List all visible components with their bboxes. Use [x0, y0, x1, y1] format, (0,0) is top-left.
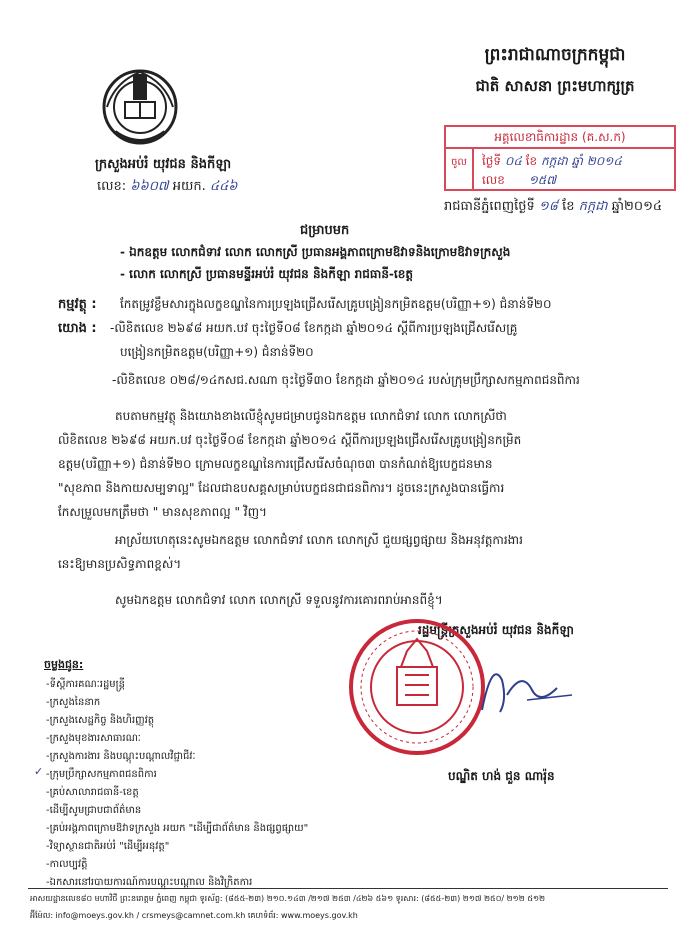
registration-date: [482, 153, 622, 171]
cc-item-6: -ក្រុមប្រឹក្សាសកម្មភាពជនពិការ: [46, 769, 157, 780]
paragraph-1-line-3: ឧត្តម(បរិញ្ញា+១) ជំនាន់ទី២០ ក្រោមលក្ខខណ្ឌនៃការជ្រើសរើសចំណុច៣ បានកំណត់ឱ្យបេក្ខជនមាន: [58, 457, 493, 471]
registration-number: [482, 172, 556, 190]
sent-to-heading: ជម្រាបមក: [300, 223, 350, 238]
paragraph-1-line-4: "សុខភាព និងកាយសម្បទាល្អ" ដែលជាឧបសគ្គសម្រាប់បេក្ខជនជាជនពិការ។ ដូចនេះក្រសួងបានធ្វើការ: [58, 481, 505, 495]
reg-day: ០៤: [504, 154, 522, 168]
footer-address: អាសយដ្ឋានលេខ៨០ មហាវិថី ព្រះនរោត្តម ភ្នំពេញ កម្ពុជា ទូរស័ព្ទ: (៨៥៥-២៣) ២១០.១៤៣ /២១៧ ២៥៣ /៤២៦ ៥៦១ ទូរសារ: (៨៥៥-២៣) ២១៧ ២៥០/ ២១២ ៥១២: [30, 894, 546, 903]
national-motto: ជាតិ សាសនា ព្រះមហាក្សត្រ: [475, 77, 635, 95]
paragraph-1-line-1: តបតាមកម្មវត្ថុ និងយោងខាងលើខ្ញុំសូមជម្រាបជូនឯកឧត្តម លោកជំទាវ លោក លោកស្រីថា: [115, 409, 507, 423]
paragraph-1-line-2: លិខិតលេខ ២៦៩៨ អយក.បវ ចុះថ្ងៃទី០៨ ខែកក្កដា ឆ្នាំ២០១៤ ស្ដីពីការប្រឡងជ្រើសរើសគ្រូបង្រៀនកម្រិត: [58, 433, 522, 447]
reference-1-line-2: បង្រៀនកម្រិតឧត្ដម(បរិញ្ញា+១) ជំនាន់ទី២០: [120, 345, 314, 359]
cc-heading: ចម្លងជូន:: [44, 658, 84, 671]
number-suffix-handwritten: ៤៤៦: [209, 179, 238, 194]
reference-1-line-1: -លិខិតលេខ ២៦៩៨ អយក.បវ ចុះថ្ងៃទី០៨ ខែកក្កដា ឆ្នាំ២០១៤ ស្ដីពីការប្រឡងជ្រើសរើសគ្រូ: [110, 321, 518, 335]
cc-item-7: -គ្រប់សាលារាជធានី-ខេត្ត: [46, 787, 139, 798]
cc-checkmark-icon: ✓: [34, 765, 44, 778]
ministry-name: ក្រសួងអប់រំ យុវជន និងកីឡា: [95, 157, 232, 172]
header-right: [440, 44, 670, 99]
registration-stamp: [444, 125, 676, 191]
registration-stamp-side: ចូល: [446, 147, 474, 189]
date-day: ១៨: [538, 199, 558, 214]
number-value: ៦៦០៧: [130, 179, 169, 194]
recipient-line-1: - ឯកឧត្តម លោកជំទាវ លោក លោកស្រី ប្រធានអង្គភាពក្រោមឱវាទនិងក្រោមឱវាទក្រសួង: [120, 245, 511, 259]
paragraph-1-line-5: កែសម្រួលមកត្រឹមថា " មានសុខភាពល្អ " វិញ។: [58, 505, 267, 519]
place-date: [444, 198, 662, 217]
handwritten-signature-icon: [462, 650, 577, 720]
subject-label: កម្មវត្ថុ :: [58, 297, 97, 312]
cc-item-10: -វិទ្យាស្ថានជាតិអប់រំ "ដើម្បីអនុវត្ត": [46, 841, 170, 852]
reg-month: កក្កដា: [540, 154, 568, 168]
paragraph-2-line-1: អាស្រ័យហេតុនេះសូមឯកឧត្ដម លោកជំទាវ លោក លោកស្រី ជួយផ្សព្វផ្សាយ និងអនុវត្តការងារ: [115, 533, 523, 547]
footer-divider: [28, 888, 668, 889]
reg-number-value: ១៥៧: [528, 173, 557, 187]
reg-month-label: ខែ: [525, 154, 538, 168]
cc-item-3: -ក្រសួងសេដ្ឋកិច្ច និងហិរញ្ញវត្ថុ: [46, 715, 155, 726]
reference-label: យោង :: [58, 321, 97, 336]
number-label: លេខ:: [97, 179, 127, 194]
number-suffix: អយក.: [172, 179, 206, 194]
cc-item-9: -គ្រប់អង្គភាពក្រោមឱវាទក្រសួង អយក "ដើម្បីជាព័ត៌មាន និងផ្សព្វផ្សាយ": [46, 823, 309, 834]
cc-item-11: -កាលប្បវត្តិ: [46, 859, 88, 870]
date-month-label: ខែ: [562, 199, 575, 214]
signatory-title: រដ្ឋមន្ត្រីក្រសួងអប់រំ យុវជន និងកីឡា: [418, 623, 574, 637]
document-number: [97, 178, 237, 197]
footer-contact: អ៊ីម៉ែល: info@moeys.gov.kh / crsmeys@camnet.com.kh គេហទំព័រ: www.moeys.gov.kh: [30, 911, 358, 920]
cc-item-1: -ទីស្ដីការគណៈរដ្ឋមន្ត្រី: [46, 679, 125, 690]
date-month: កក្កដា: [578, 199, 608, 214]
kingdom-title: ព្រះរាជាណាចក្រកម្ពុជា: [484, 45, 626, 65]
signatory-name: បណ្ឌិត ហង់ ជួន ណារ៉ុន: [448, 769, 555, 783]
reg-date-label: ថ្ងៃទី: [482, 154, 502, 168]
cc-item-8: -ដើម្បីសូមជ្រាបជាព័ត៌មាន: [46, 805, 142, 816]
ministry-emblem-icon: [95, 62, 185, 152]
reg-year: ឆ្នាំ ២០១៤: [571, 154, 622, 168]
cc-item-2: -ក្រសួងនៃនាក: [46, 697, 101, 708]
registration-stamp-title: អគ្គលេខាធិការដ្ឋាន (គ.ស.ក): [446, 127, 674, 149]
place-date-label: រាជធានីភ្នំពេញថ្ងៃទី: [444, 199, 535, 214]
cc-item-12: -ឯកសារនៅរបាយការណ៍ការបណ្ដុះបណ្ដាល និងវិក្រិតការ: [46, 877, 253, 888]
reg-number-label: លេខ: [482, 173, 505, 187]
cc-item-5: -ក្រសួងការងារ និងបណ្ដុះបណ្ដាលវិជ្ជាជីវៈ: [46, 751, 196, 762]
subject-text: កែតម្រូវខ្លឹមសារក្នុងលក្ខខណ្ឌនៃការប្រឡងជ្រើសរើសគ្រូបង្រៀនកម្រិតឧត្ដម(បរិញ្ញា+១) ជំនាន់ទី២០: [120, 297, 552, 311]
paragraph-2-line-2: នេះឱ្យមានប្រសិទ្ធភាពខ្ពស់។: [58, 557, 182, 571]
closing-line: សូមឯកឧត្តម លោកជំទាវ លោក លោកស្រី ទទួលនូវការគោរពរាប់អានពីខ្ញុំ។: [115, 593, 443, 607]
date-year: ឆ្នាំ២០១៤: [611, 199, 663, 214]
reference-2: -លិខិតលេខ ០២៨/១៤កសជ.សណា ចុះថ្ងៃទី៣០ ខែកក្កដា ឆ្នាំ២០១៤ របស់ក្រុមប្រឹក្សាសកម្មភាពជនពិការ: [112, 373, 580, 387]
cc-item-4: -ក្រសួងមុខងារសាធារណៈ: [46, 733, 141, 744]
recipient-line-2: - លោក លោកស្រី ប្រធានមន្ទីរអប់រំ យុវជន និងកីឡា រាជធានី-ខេត្ត: [120, 267, 413, 281]
